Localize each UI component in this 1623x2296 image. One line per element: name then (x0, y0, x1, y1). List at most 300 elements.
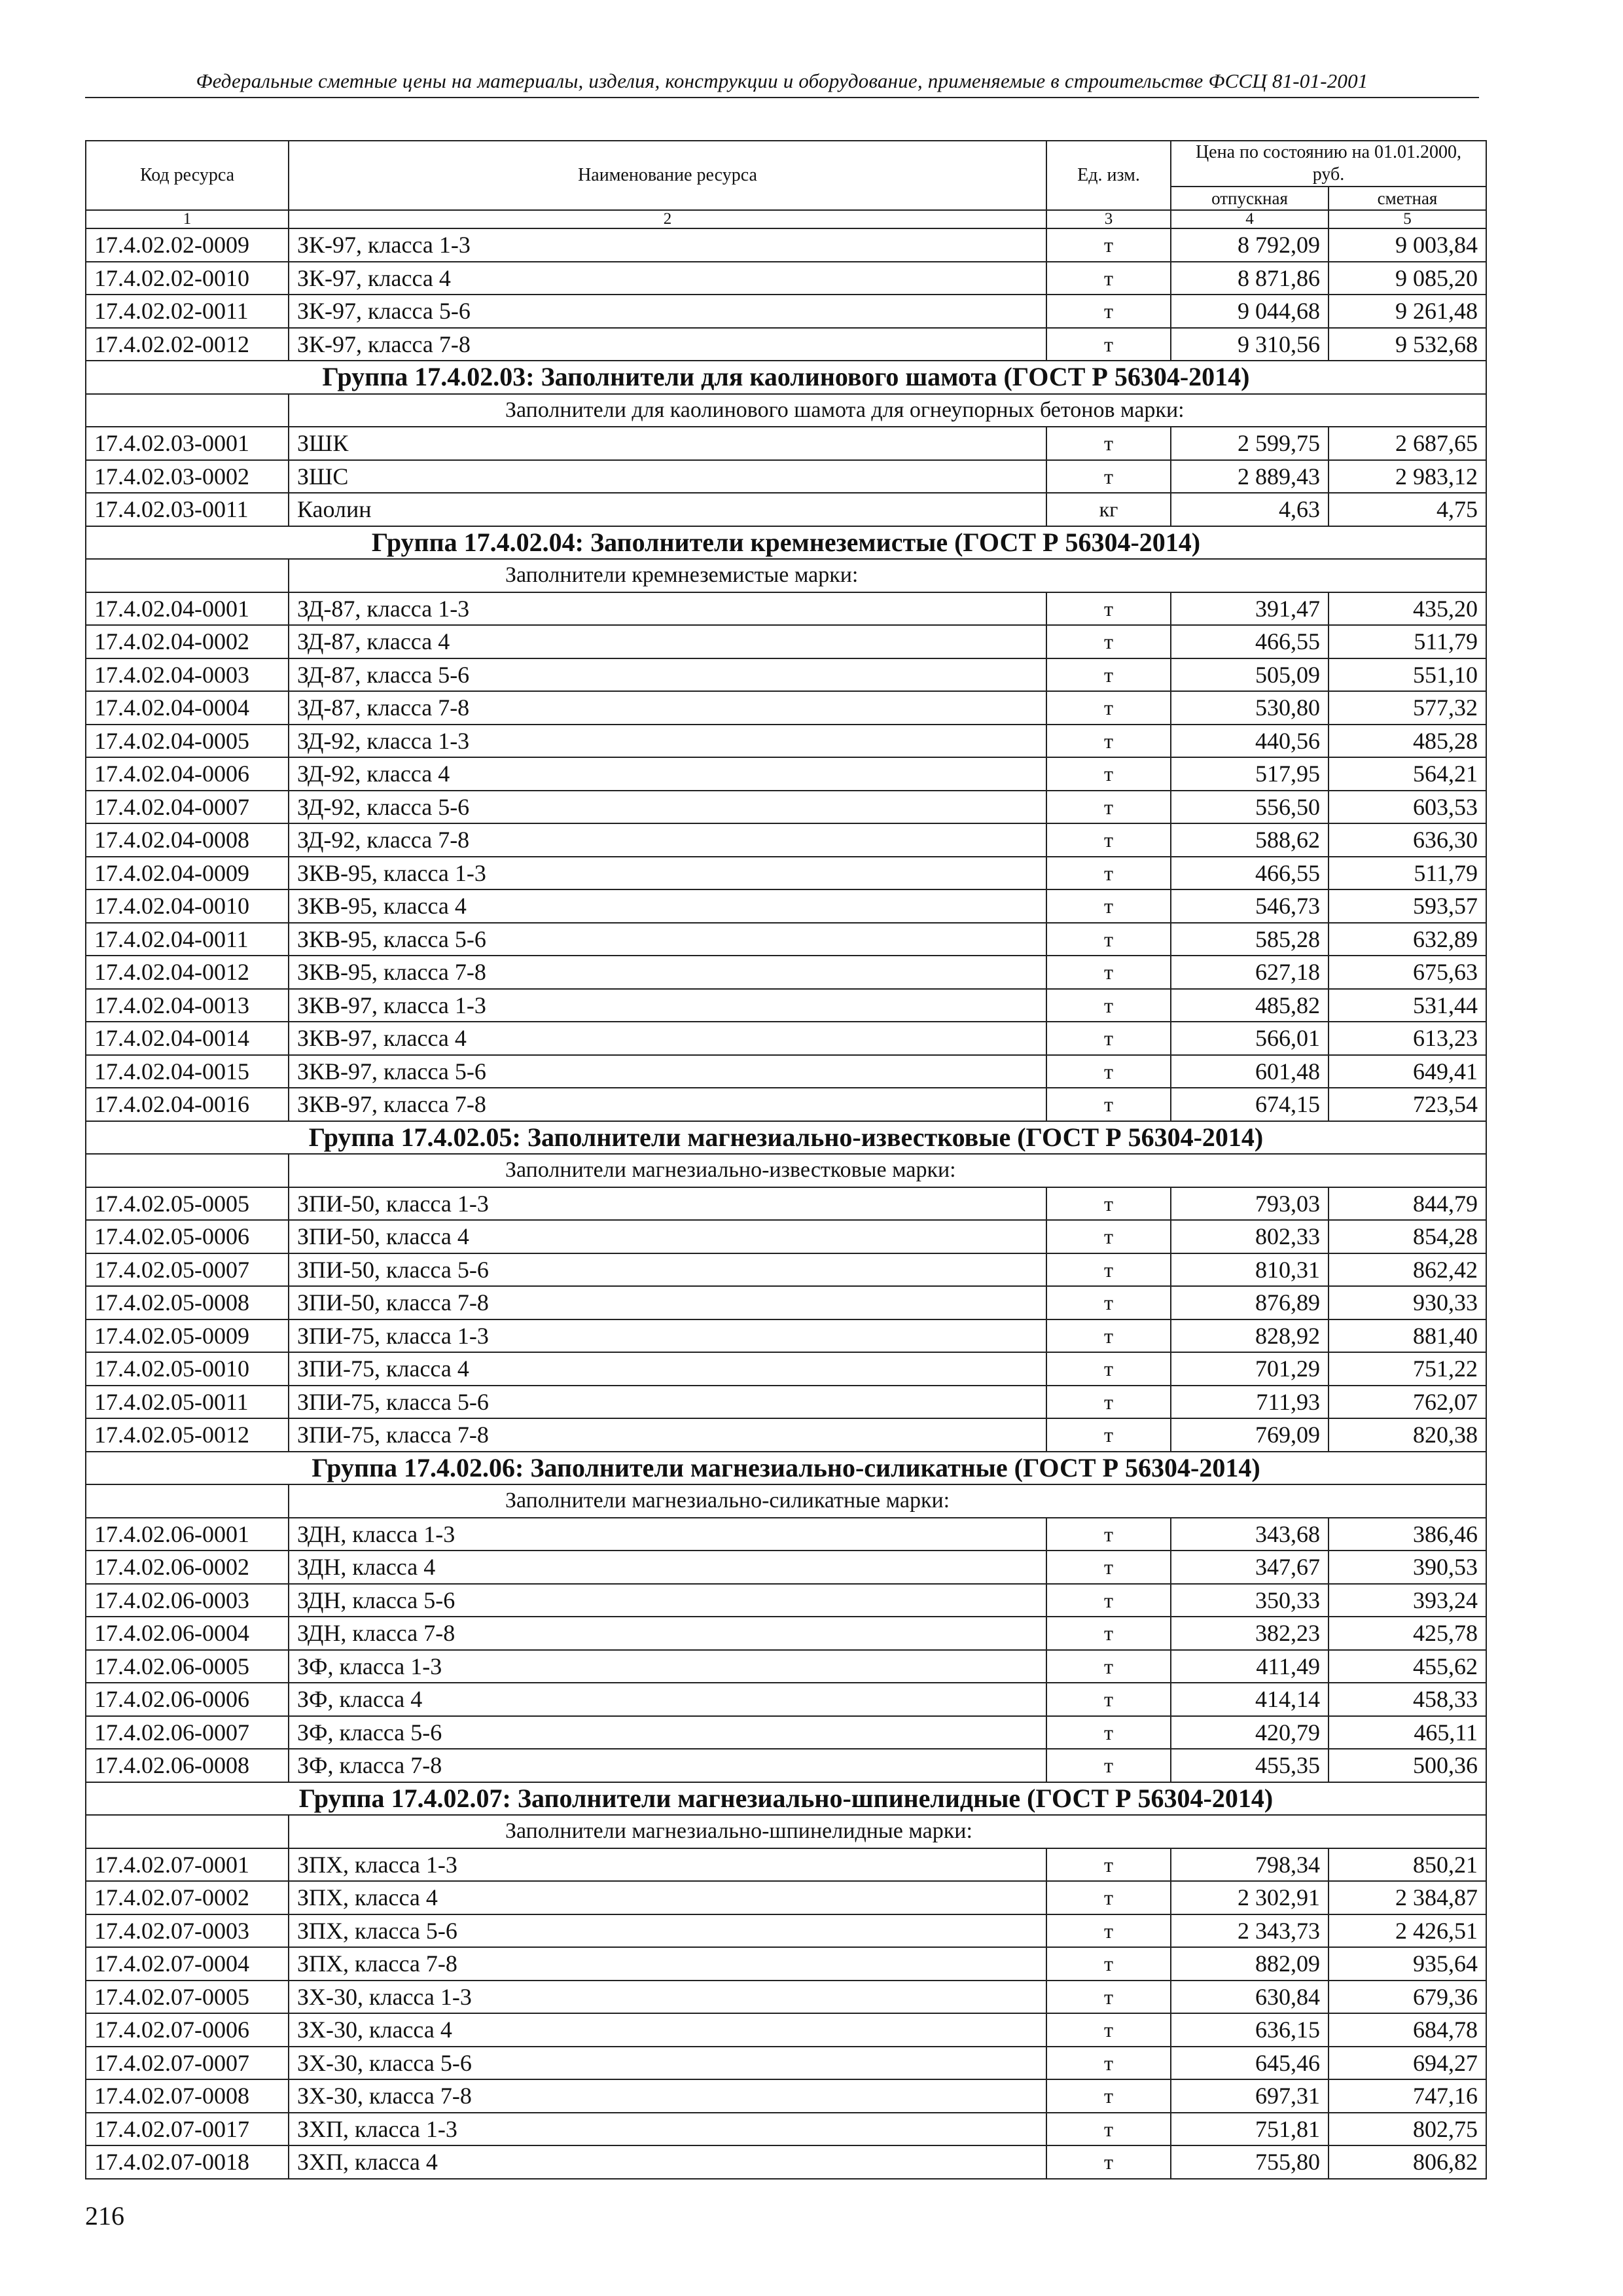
table-row (86, 725, 1486, 758)
release-price: 2 302,91 (1171, 1881, 1329, 1914)
group-heading-row (86, 1452, 1486, 1485)
resource-code: 17.4.02.05-0011 (86, 1386, 289, 1419)
resource-name: ЗПИ-75, класса 4 (289, 1352, 1046, 1386)
resource-code: 17.4.02.04-0015 (86, 1055, 289, 1088)
estimate-price: 9 532,68 (1329, 328, 1486, 361)
resource-code: 17.4.02.04-0011 (86, 923, 289, 956)
table-row (86, 1088, 1486, 1121)
release-price: 793,03 (1171, 1187, 1329, 1221)
resource-name: ЗХ-30, класса 4 (289, 2013, 1046, 2047)
table-row (86, 328, 1486, 361)
resource-code: 17.4.02.05-0006 (86, 1220, 289, 1253)
release-price: 755,80 (1171, 2145, 1329, 2179)
group-heading: Группа 17.4.02.06: Заполнители магнезиально-силикатные (ГОСТ Р 56304-2014) (86, 1452, 1486, 1485)
price-table (85, 140, 1487, 2179)
unit: т (1046, 757, 1171, 791)
resource-code: 17.4.02.04-0009 (86, 857, 289, 890)
unit: т (1046, 295, 1171, 328)
resource-name: ЗПИ-50, класса 4 (289, 1220, 1046, 1253)
resource-name: ЗД-92, класса 7-8 (289, 823, 1046, 857)
unit: т (1046, 1848, 1171, 1882)
unit: т (1046, 2145, 1171, 2179)
estimate-price: 511,79 (1329, 625, 1486, 658)
table-row (86, 658, 1486, 692)
estimate-price: 2 426,51 (1329, 1914, 1486, 1948)
subgroup-heading: Заполнители магнезиально-шпинелидные марки: (289, 1815, 1486, 1848)
subgroup-spacer (86, 559, 289, 592)
resource-name: ЗФ, класса 4 (289, 1683, 1046, 1716)
estimate-price: 684,78 (1329, 2013, 1486, 2047)
table-row (86, 1518, 1486, 1551)
release-price: 566,01 (1171, 1022, 1329, 1055)
subgroup-heading-row (86, 1815, 1486, 1848)
resource-code: 17.4.02.07-0003 (86, 1914, 289, 1948)
release-price: 2 343,73 (1171, 1914, 1329, 1948)
table-row (86, 956, 1486, 989)
unit: т (1046, 2113, 1171, 2146)
release-price: 802,33 (1171, 1220, 1329, 1253)
resource-code: 17.4.02.04-0003 (86, 658, 289, 692)
unit: т (1046, 1749, 1171, 1782)
estimate-price: 862,42 (1329, 1253, 1486, 1287)
release-price: 645,46 (1171, 2047, 1329, 2080)
table-row (86, 1286, 1486, 1319)
resource-name: ЗФ, класса 5-6 (289, 1716, 1046, 1749)
table-row (86, 262, 1486, 295)
estimate-price: 850,21 (1329, 1848, 1486, 1882)
resource-name: ЗПИ-75, класса 5-6 (289, 1386, 1046, 1419)
running-header: Федеральные сметные цены на материалы, изделия, конструкции и оборудование, применяемые в строительстве ФССЦ 81-01-2001 (85, 69, 1479, 98)
header-estimate-price: сметная (1329, 187, 1486, 210)
table-row (86, 1584, 1486, 1617)
resource-name: ЗПХ, класса 7-8 (289, 1947, 1046, 1981)
subgroup-heading: Заполнители магнезиально-известковые марки: (289, 1154, 1486, 1187)
release-price: 674,15 (1171, 1088, 1329, 1121)
table-row (86, 295, 1486, 328)
unit: т (1046, 725, 1171, 758)
resource-name: ЗК-97, класса 4 (289, 262, 1046, 295)
unit: т (1046, 791, 1171, 824)
release-price: 588,62 (1171, 823, 1329, 857)
subgroup-heading: Заполнители кремнеземистые марки: (289, 559, 1486, 592)
column-number: 5 (1329, 210, 1486, 228)
resource-name: ЗД-87, класса 5-6 (289, 658, 1046, 692)
estimate-price: 390,53 (1329, 1551, 1486, 1584)
table-row (86, 460, 1486, 493)
resource-code: 17.4.02.05-0010 (86, 1352, 289, 1386)
unit: т (1046, 1881, 1171, 1914)
table-row (86, 592, 1486, 626)
release-price: 585,28 (1171, 923, 1329, 956)
estimate-price: 531,44 (1329, 989, 1486, 1022)
resource-name: Каолин (289, 493, 1046, 526)
unit: т (1046, 658, 1171, 692)
estimate-price: 485,28 (1329, 725, 1486, 758)
resource-code: 17.4.02.04-0010 (86, 889, 289, 923)
unit: т (1046, 625, 1171, 658)
unit: т (1046, 2079, 1171, 2113)
table-row (86, 1551, 1486, 1584)
unit: т (1046, 1055, 1171, 1088)
unit: т (1046, 2013, 1171, 2047)
release-price: 697,31 (1171, 2079, 1329, 2113)
resource-code: 17.4.02.04-0007 (86, 791, 289, 824)
table-row (86, 1055, 1486, 1088)
resource-code: 17.4.02.04-0016 (86, 1088, 289, 1121)
resource-code: 17.4.02.03-0011 (86, 493, 289, 526)
table-row (86, 1386, 1486, 1419)
resource-code: 17.4.02.03-0002 (86, 460, 289, 493)
estimate-price: 458,33 (1329, 1683, 1486, 1716)
estimate-price: 613,23 (1329, 1022, 1486, 1055)
resource-name: ЗКВ-95, класса 5-6 (289, 923, 1046, 956)
estimate-price: 425,78 (1329, 1617, 1486, 1650)
unit: т (1046, 1418, 1171, 1452)
release-price: 627,18 (1171, 956, 1329, 989)
estimate-price: 551,10 (1329, 658, 1486, 692)
release-price: 876,89 (1171, 1286, 1329, 1319)
release-price: 601,48 (1171, 1055, 1329, 1088)
estimate-price: 2 983,12 (1329, 460, 1486, 493)
table-row (86, 2145, 1486, 2179)
release-price: 391,47 (1171, 592, 1329, 626)
resource-code: 17.4.02.04-0006 (86, 757, 289, 791)
unit: т (1046, 1617, 1171, 1650)
resource-name: ЗДН, класса 4 (289, 1551, 1046, 1584)
table-row (86, 1220, 1486, 1253)
unit: т (1046, 1220, 1171, 1253)
unit: т (1046, 592, 1171, 626)
estimate-price: 564,21 (1329, 757, 1486, 791)
resource-name: ЗК-97, класса 7-8 (289, 328, 1046, 361)
release-price: 414,14 (1171, 1683, 1329, 1716)
resource-name: ЗПИ-50, класса 5-6 (289, 1253, 1046, 1287)
subgroup-heading: Заполнители магнезиально-силикатные марки: (289, 1484, 1486, 1518)
group-heading-row (86, 1782, 1486, 1816)
resource-name: ЗХП, класса 4 (289, 2145, 1046, 2179)
resource-name: ЗКВ-95, класса 4 (289, 889, 1046, 923)
resource-name: ЗД-87, класса 4 (289, 625, 1046, 658)
release-price: 505,09 (1171, 658, 1329, 692)
estimate-price: 930,33 (1329, 1286, 1486, 1319)
resource-code: 17.4.02.06-0002 (86, 1551, 289, 1584)
unit: т (1046, 1981, 1171, 2014)
estimate-price: 881,40 (1329, 1319, 1486, 1353)
resource-name: ЗКВ-97, класса 4 (289, 1022, 1046, 1055)
unit: т (1046, 823, 1171, 857)
resource-name: ЗДН, класса 1-3 (289, 1518, 1046, 1551)
group-heading: Группа 17.4.02.07: Заполнители магнезиально-шпинелидные (ГОСТ Р 56304-2014) (86, 1782, 1486, 1816)
resource-name: ЗД-92, класса 5-6 (289, 791, 1046, 824)
release-price: 411,49 (1171, 1650, 1329, 1683)
header-release-price: отпускная (1171, 187, 1329, 210)
release-price: 350,33 (1171, 1584, 1329, 1617)
release-price: 455,35 (1171, 1749, 1329, 1782)
group-heading: Группа 17.4.02.05: Заполнители магнезиально-известковые (ГОСТ Р 56304-2014) (86, 1121, 1486, 1155)
release-price: 343,68 (1171, 1518, 1329, 1551)
table-row (86, 1981, 1486, 2014)
release-price: 546,73 (1171, 889, 1329, 923)
estimate-price: 435,20 (1329, 592, 1486, 626)
unit: т (1046, 460, 1171, 493)
table-row (86, 1749, 1486, 1782)
resource-name: ЗПИ-50, класса 1-3 (289, 1187, 1046, 1221)
estimate-price: 632,89 (1329, 923, 1486, 956)
unit: т (1046, 1914, 1171, 1948)
resource-code: 17.4.02.07-0002 (86, 1881, 289, 1914)
release-price: 517,95 (1171, 757, 1329, 791)
resource-code: 17.4.02.04-0014 (86, 1022, 289, 1055)
estimate-price: 820,38 (1329, 1418, 1486, 1452)
resource-code: 17.4.02.04-0008 (86, 823, 289, 857)
resource-name: ЗД-92, класса 4 (289, 757, 1046, 791)
resource-name: ЗШС (289, 460, 1046, 493)
estimate-price: 577,32 (1329, 691, 1486, 725)
unit: т (1046, 1286, 1171, 1319)
unit: т (1046, 1683, 1171, 1716)
resource-code: 17.4.02.06-0003 (86, 1584, 289, 1617)
resource-name: ЗПИ-50, класса 7-8 (289, 1286, 1046, 1319)
subgroup-spacer (86, 1484, 289, 1518)
estimate-price: 636,30 (1329, 823, 1486, 857)
resource-name: ЗК-97, класса 5-6 (289, 295, 1046, 328)
group-heading: Группа 17.4.02.04: Заполнители кремнеземистые (ГОСТ Р 56304-2014) (86, 526, 1486, 560)
table-row (86, 691, 1486, 725)
table-row (86, 625, 1486, 658)
group-heading: Группа 17.4.02.03: Заполнители для каолинового шамота (ГОСТ Р 56304-2014) (86, 361, 1486, 394)
table-row (86, 1418, 1486, 1452)
table-row (86, 1650, 1486, 1683)
resource-name: ЗПХ, класса 1-3 (289, 1848, 1046, 1882)
resource-code: 17.4.02.04-0013 (86, 989, 289, 1022)
resource-code: 17.4.02.07-0005 (86, 1981, 289, 2014)
release-price: 466,55 (1171, 857, 1329, 890)
resource-code: 17.4.02.07-0001 (86, 1848, 289, 1882)
resource-code: 17.4.02.05-0009 (86, 1319, 289, 1353)
unit: т (1046, 1253, 1171, 1287)
resource-name: ЗХ-30, класса 5-6 (289, 2047, 1046, 2080)
unit: т (1046, 1716, 1171, 1749)
table-row (86, 2079, 1486, 2113)
resource-code: 17.4.02.06-0004 (86, 1617, 289, 1650)
resource-name: ЗФ, класса 7-8 (289, 1749, 1046, 1782)
estimate-price: 9 003,84 (1329, 228, 1486, 262)
resource-name: ЗД-92, класса 1-3 (289, 725, 1046, 758)
estimate-price: 455,62 (1329, 1650, 1486, 1683)
estimate-price: 762,07 (1329, 1386, 1486, 1419)
table-row (86, 2013, 1486, 2047)
estimate-price: 679,36 (1329, 1981, 1486, 2014)
unit: т (1046, 857, 1171, 890)
subgroup-heading-row (86, 559, 1486, 592)
resource-name: ЗК-97, класса 1-3 (289, 228, 1046, 262)
resource-code: 17.4.02.06-0005 (86, 1650, 289, 1683)
unit: т (1046, 427, 1171, 460)
table-row (86, 228, 1486, 262)
unit: т (1046, 989, 1171, 1022)
table-row (86, 1617, 1486, 1650)
table-row (86, 2113, 1486, 2146)
estimate-price: 751,22 (1329, 1352, 1486, 1386)
subgroup-spacer (86, 1154, 289, 1187)
estimate-price: 747,16 (1329, 2079, 1486, 2113)
resource-name: ЗШК (289, 427, 1046, 460)
header-name: Наименование ресурса (289, 141, 1046, 210)
resource-code: 17.4.02.06-0006 (86, 1683, 289, 1716)
table-row (86, 857, 1486, 890)
resource-name: ЗКВ-95, класса 1-3 (289, 857, 1046, 890)
group-heading-row (86, 526, 1486, 560)
table-row (86, 1716, 1486, 1749)
resource-code: 17.4.02.05-0005 (86, 1187, 289, 1221)
estimate-price: 603,53 (1329, 791, 1486, 824)
table-row (86, 1022, 1486, 1055)
resource-code: 17.4.02.07-0007 (86, 2047, 289, 2080)
release-price: 701,29 (1171, 1352, 1329, 1386)
table-row (86, 1352, 1486, 1386)
resource-code: 17.4.02.07-0004 (86, 1947, 289, 1981)
unit: т (1046, 1551, 1171, 1584)
subgroup-heading-row (86, 1154, 1486, 1187)
unit: т (1046, 1386, 1171, 1419)
table-row (86, 757, 1486, 791)
table-row (86, 923, 1486, 956)
table-row (86, 791, 1486, 824)
release-price: 769,09 (1171, 1418, 1329, 1452)
resource-code: 17.4.02.06-0008 (86, 1749, 289, 1782)
resource-name: ЗКВ-97, класса 7-8 (289, 1088, 1046, 1121)
estimate-price: 4,75 (1329, 493, 1486, 526)
subgroup-heading-row (86, 1484, 1486, 1518)
resource-code: 17.4.02.04-0002 (86, 625, 289, 658)
table-body (86, 228, 1486, 2179)
table-row (86, 1881, 1486, 1914)
release-price: 798,34 (1171, 1848, 1329, 1882)
resource-name: ЗХ-30, класса 7-8 (289, 2079, 1046, 2113)
estimate-price: 386,46 (1329, 1518, 1486, 1551)
table-row (86, 1947, 1486, 1981)
unit: т (1046, 228, 1171, 262)
estimate-price: 802,75 (1329, 2113, 1486, 2146)
resource-name: ЗПИ-75, класса 1-3 (289, 1319, 1046, 1353)
resource-name: ЗКВ-97, класса 5-6 (289, 1055, 1046, 1088)
resource-code: 17.4.02.07-0008 (86, 2079, 289, 2113)
unit: т (1046, 1352, 1171, 1386)
release-price: 347,67 (1171, 1551, 1329, 1584)
estimate-price: 465,11 (1329, 1716, 1486, 1749)
release-price: 636,15 (1171, 2013, 1329, 2047)
table-row (86, 1187, 1486, 1221)
unit: т (1046, 262, 1171, 295)
resource-code: 17.4.02.02-0009 (86, 228, 289, 262)
table-row (86, 823, 1486, 857)
release-price: 2 889,43 (1171, 460, 1329, 493)
estimate-price: 694,27 (1329, 2047, 1486, 2080)
unit: кг (1046, 493, 1171, 526)
header-code: Код ресурса (86, 141, 289, 210)
unit: т (1046, 2047, 1171, 2080)
release-price: 828,92 (1171, 1319, 1329, 1353)
resource-code: 17.4.02.04-0012 (86, 956, 289, 989)
unit: т (1046, 1022, 1171, 1055)
estimate-price: 9 261,48 (1329, 295, 1486, 328)
estimate-price: 2 687,65 (1329, 427, 1486, 460)
estimate-price: 2 384,87 (1329, 1881, 1486, 1914)
unit: т (1046, 1947, 1171, 1981)
column-number: 4 (1171, 210, 1329, 228)
table-row (86, 1848, 1486, 1882)
resource-code: 17.4.02.04-0005 (86, 725, 289, 758)
subgroup-heading: Заполнители для каолинового шамота для огнеупорных бетонов марки: (289, 394, 1486, 427)
resource-name: ЗХ-30, класса 1-3 (289, 1981, 1046, 2014)
subgroup-spacer (86, 1815, 289, 1848)
estimate-price: 675,63 (1329, 956, 1486, 989)
resource-code: 17.4.02.04-0004 (86, 691, 289, 725)
unit: т (1046, 889, 1171, 923)
resource-name: ЗПХ, класса 4 (289, 1881, 1046, 1914)
resource-name: ЗДН, класса 7-8 (289, 1617, 1046, 1650)
estimate-price: 854,28 (1329, 1220, 1486, 1253)
unit: т (1046, 1319, 1171, 1353)
resource-code: 17.4.02.07-0017 (86, 2113, 289, 2146)
resource-code: 17.4.02.06-0007 (86, 1716, 289, 1749)
release-price: 8 792,09 (1171, 228, 1329, 262)
resource-name: ЗХП, класса 1-3 (289, 2113, 1046, 2146)
estimate-price: 393,24 (1329, 1584, 1486, 1617)
release-price: 751,81 (1171, 2113, 1329, 2146)
estimate-price: 844,79 (1329, 1187, 1486, 1221)
release-price: 2 599,75 (1171, 427, 1329, 460)
release-price: 630,84 (1171, 1981, 1329, 2014)
subgroup-spacer (86, 394, 289, 427)
resource-name: ЗДН, класса 5-6 (289, 1584, 1046, 1617)
resource-code: 17.4.02.04-0001 (86, 592, 289, 626)
unit: т (1046, 1650, 1171, 1683)
header-unit: Ед. изм. (1046, 141, 1171, 210)
resource-name: ЗКВ-95, класса 7-8 (289, 956, 1046, 989)
resource-code: 17.4.02.05-0008 (86, 1286, 289, 1319)
column-number: 1 (86, 210, 289, 228)
release-price: 4,63 (1171, 493, 1329, 526)
unit: т (1046, 691, 1171, 725)
table-row (86, 989, 1486, 1022)
estimate-price: 593,57 (1329, 889, 1486, 923)
release-price: 810,31 (1171, 1253, 1329, 1287)
resource-code: 17.4.02.02-0012 (86, 328, 289, 361)
estimate-price: 500,36 (1329, 1749, 1486, 1782)
resource-name: ЗКВ-97, класса 1-3 (289, 989, 1046, 1022)
group-heading-row (86, 361, 1486, 394)
release-price: 530,80 (1171, 691, 1329, 725)
release-price: 420,79 (1171, 1716, 1329, 1749)
table-row (86, 2047, 1486, 2080)
resource-code: 17.4.02.07-0018 (86, 2145, 289, 2179)
estimate-price: 935,64 (1329, 1947, 1486, 1981)
resource-name: ЗД-87, класса 1-3 (289, 592, 1046, 626)
release-price: 9 044,68 (1171, 295, 1329, 328)
subgroup-heading-row (86, 394, 1486, 427)
resource-code: 17.4.02.05-0007 (86, 1253, 289, 1287)
resource-code: 17.4.02.06-0001 (86, 1518, 289, 1551)
unit: т (1046, 956, 1171, 989)
unit: т (1046, 1088, 1171, 1121)
release-price: 382,23 (1171, 1617, 1329, 1650)
table-row (86, 1253, 1486, 1287)
release-price: 485,82 (1171, 989, 1329, 1022)
table-row (86, 1683, 1486, 1716)
estimate-price: 649,41 (1329, 1055, 1486, 1088)
table-row (86, 889, 1486, 923)
